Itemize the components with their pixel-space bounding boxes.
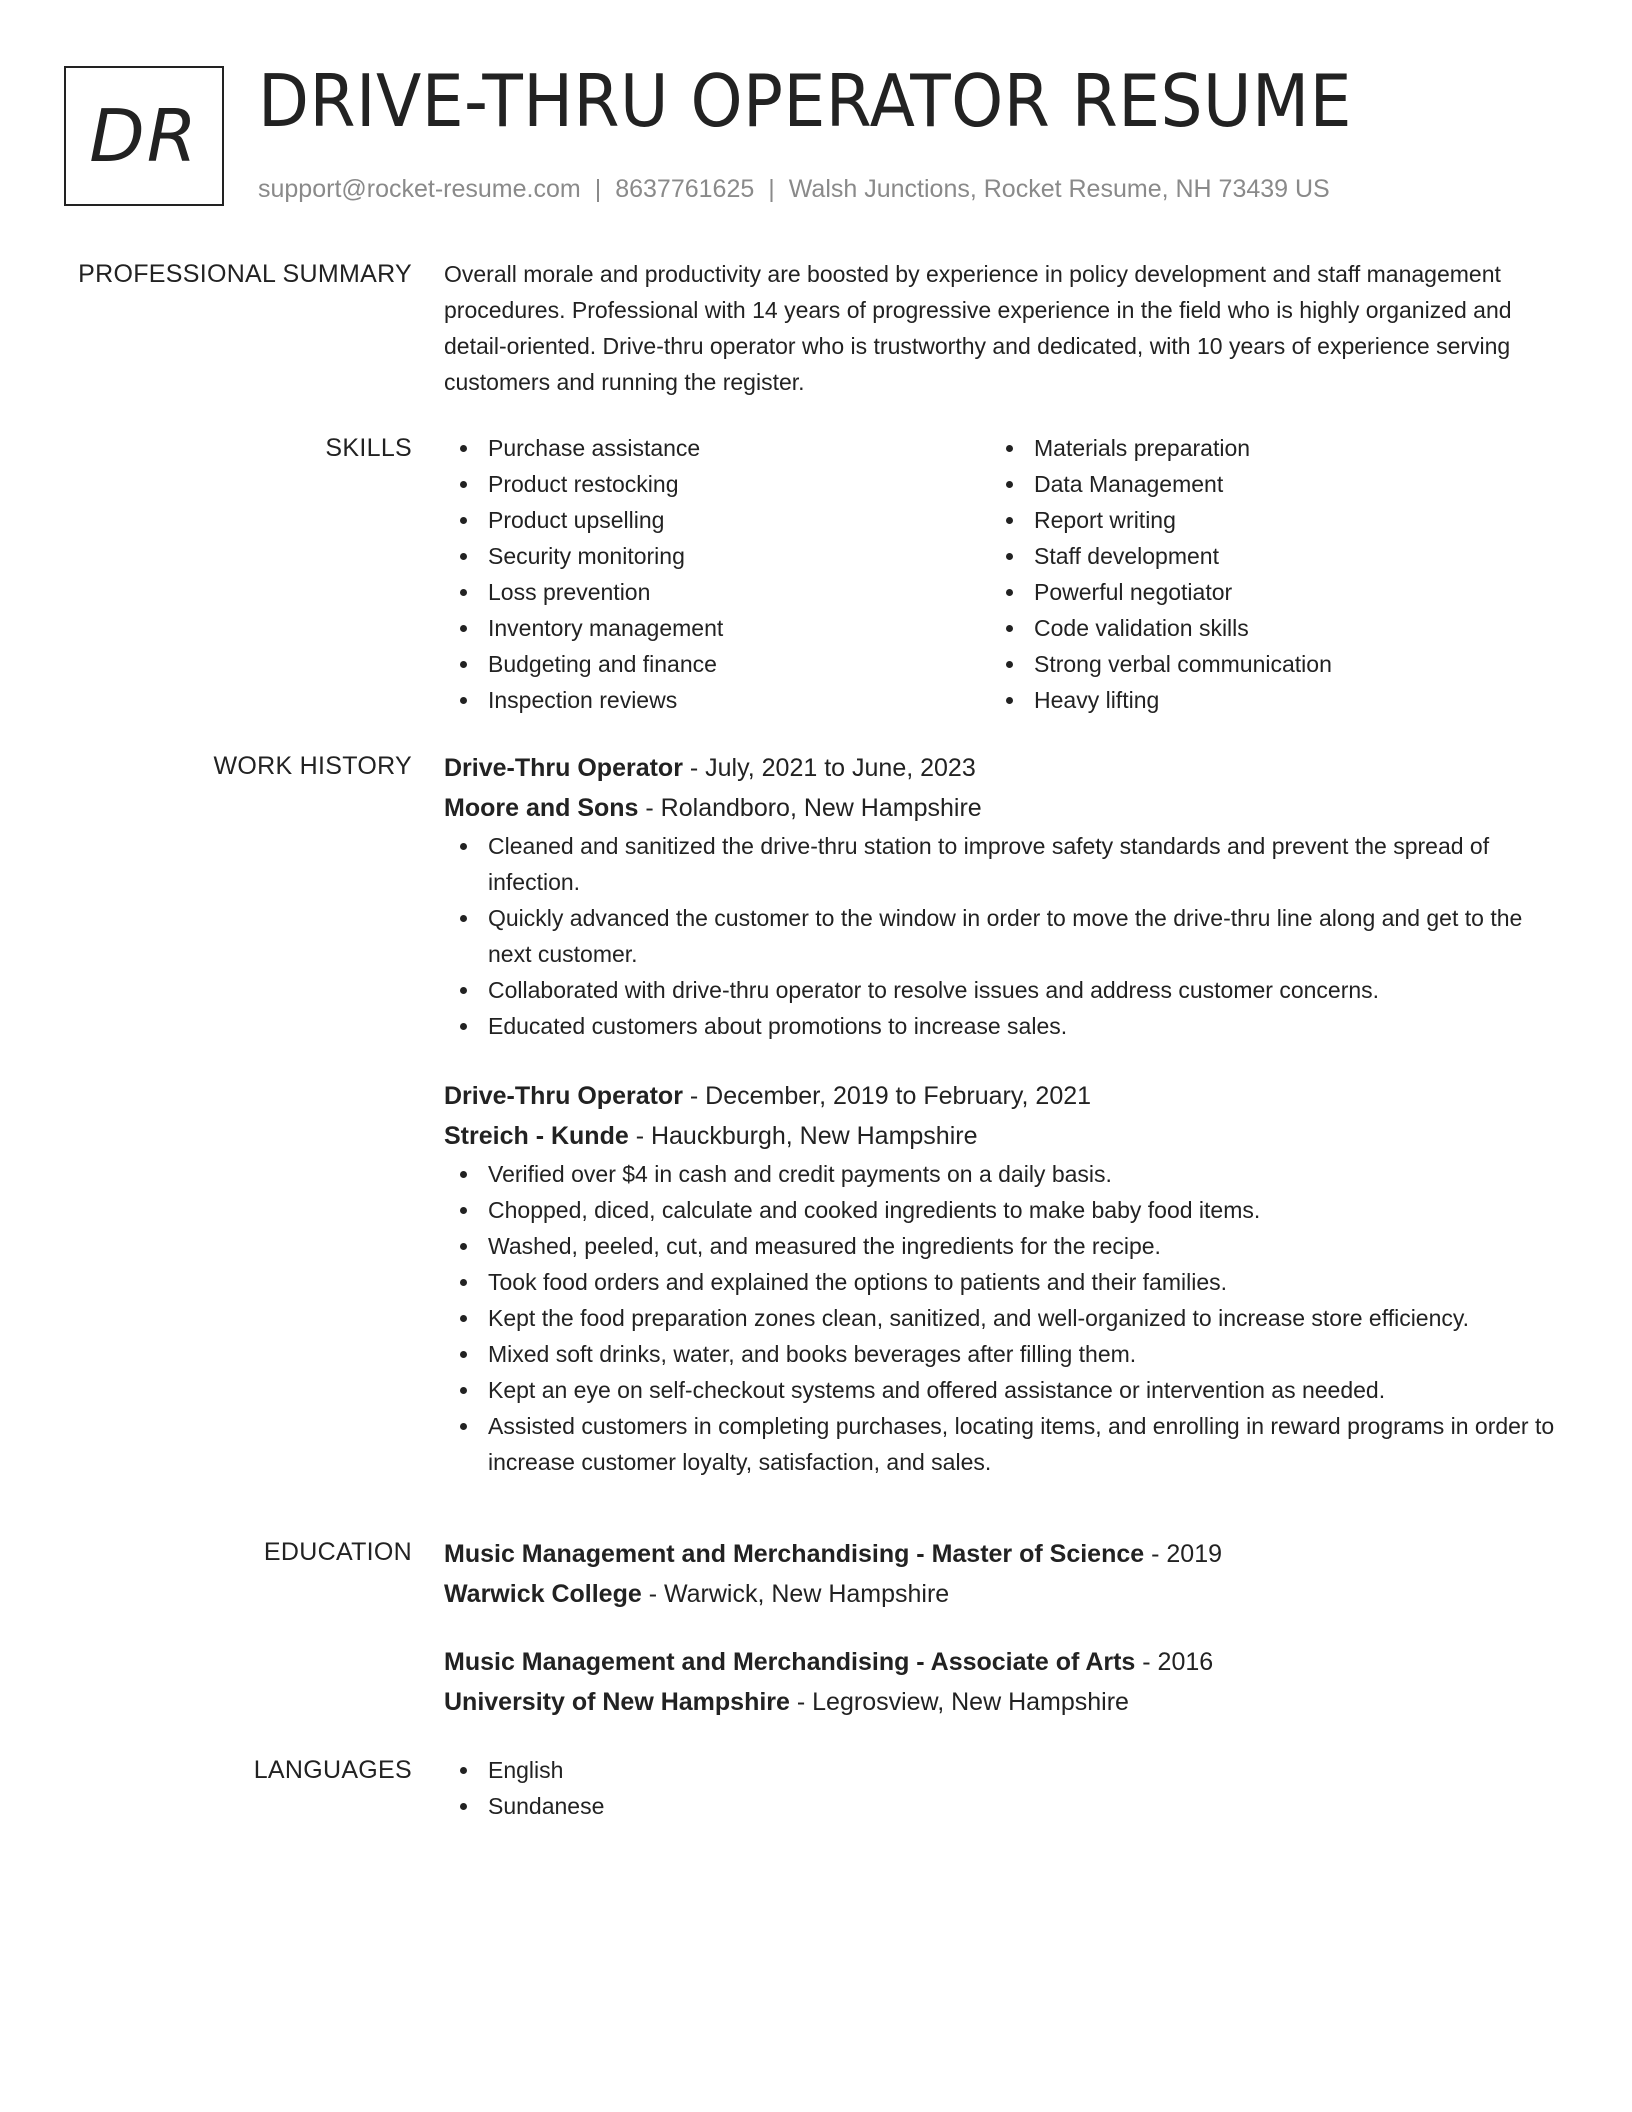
education-location: - Warwick, New Hampshire (641, 1580, 950, 1608)
skill-item: Heavy lifting (990, 682, 1536, 718)
education-school-line (444, 1682, 1559, 1722)
job-location: - Rolandboro, New Hampshire (638, 794, 982, 822)
job-duty: Kept the food preparation zones clean, sanitized, and well-organized to increase store efficiency. (444, 1300, 1559, 1336)
summary-body (444, 256, 1559, 400)
job-entry (444, 1076, 1559, 1480)
job-company-line (444, 1116, 1559, 1156)
skill-item: Inspection reviews (444, 682, 990, 718)
education-entry (444, 1642, 1559, 1722)
skill-item: Materials preparation (990, 430, 1536, 466)
job-duty: Mixed soft drinks, water, and books beverages after filling them. (444, 1336, 1559, 1372)
education-location: - Legrosview, New Hampshire (789, 1688, 1129, 1716)
skill-item: Strong verbal communication (990, 646, 1536, 682)
skill-item: Security monitoring (444, 538, 990, 574)
education-degree: Music Management and Merchandising - Master of Science (444, 1540, 1145, 1568)
education-body (444, 1534, 1559, 1722)
skills-list-left (444, 430, 990, 718)
contact-separator: | (768, 175, 775, 203)
work-history-label: WORK HISTORY (213, 752, 412, 780)
education-school: University of New Hampshire (444, 1688, 790, 1716)
skill-item: Report writing (990, 502, 1536, 538)
languages-body (444, 1752, 1559, 1824)
skill-item: Code validation skills (990, 610, 1536, 646)
education-degree: Music Management and Merchandising - Associate of Arts (444, 1648, 1136, 1676)
contact-address: Walsh Junctions, Rocket Resume, NH 73439 US (788, 175, 1330, 203)
languages-label: LANGUAGES (253, 1756, 412, 1784)
skills-body (444, 430, 1559, 718)
contact-line (258, 172, 1330, 206)
job-duty: Verified over $4 in cash and credit payments on a daily basis. (444, 1156, 1559, 1192)
skill-item: Budgeting and finance (444, 646, 990, 682)
job-duty: Collaborated with drive-thru operator to resolve issues and address customer concerns. (444, 972, 1559, 1008)
job-duties (444, 828, 1559, 1044)
job-title: Drive-Thru Operator (444, 754, 683, 782)
monogram-logo: DR (64, 66, 224, 206)
skill-item: Purchase assistance (444, 430, 990, 466)
education-year: - 2016 (1135, 1648, 1214, 1676)
skills-list-right (990, 430, 1536, 718)
education-year: - 2019 (1144, 1540, 1223, 1568)
education-degree-line (444, 1534, 1559, 1574)
job-company-line (444, 788, 1559, 828)
job-duty: Took food orders and explained the options to patients and their families. (444, 1264, 1559, 1300)
education-school-line (444, 1574, 1559, 1614)
job-dates: - December, 2019 to February, 2021 (682, 1082, 1092, 1110)
skill-item: Staff development (990, 538, 1536, 574)
job-dates: - July, 2021 to June, 2023 (682, 754, 976, 782)
skills-label: SKILLS (325, 434, 412, 462)
job-duty: Washed, peeled, cut, and measured the ingredients for the recipe. (444, 1228, 1559, 1264)
skill-item: Product restocking (444, 466, 990, 502)
summary-text: Overall morale and productivity are boosted by experience in policy development and staff management procedures. Professional with 14 years of progressive experience in the field who is highly organized and detail-oriented. Drive-thru operator who is trustworthy and dedicated, with 10 years of experience serving customers and running the register. (444, 261, 1512, 395)
skill-item: Inventory management (444, 610, 990, 646)
job-duty: Chopped, diced, calculate and cooked ingredients to make baby food items. (444, 1192, 1559, 1228)
job-entry (444, 748, 1559, 1044)
page-title: DRIVE-THRU OPERATOR RESUME (258, 59, 1352, 143)
job-duties (444, 1156, 1559, 1480)
language-item: Sundanese (444, 1788, 1559, 1824)
contact-phone: 8637761625 (615, 175, 755, 203)
education-label: EDUCATION (263, 1538, 412, 1566)
job-duty: Cleaned and sanitized the drive-thru station to improve safety standards and prevent the spread of infection. (444, 828, 1559, 900)
job-duty: Kept an eye on self-checkout systems and offered assistance or intervention as needed. (444, 1372, 1559, 1408)
education-school: Warwick College (444, 1580, 642, 1608)
work-history-body (444, 748, 1559, 1480)
education-degree-line (444, 1642, 1559, 1682)
languages-list (444, 1752, 1559, 1824)
job-company: Moore and Sons (444, 794, 639, 822)
job-duty: Educated customers about promotions to increase sales. (444, 1008, 1559, 1044)
job-company: Streich - Kunde (444, 1122, 629, 1150)
job-title: Drive-Thru Operator (444, 1082, 683, 1110)
skill-item: Data Management (990, 466, 1536, 502)
education-entry (444, 1534, 1559, 1614)
skill-item: Powerful negotiator (990, 574, 1536, 610)
summary-label: PROFESSIONAL SUMMARY (78, 260, 412, 288)
job-title-line (444, 748, 1559, 788)
job-title-line (444, 1076, 1559, 1116)
job-location: - Hauckburgh, New Hampshire (628, 1122, 978, 1150)
contact-email: support@rocket-resume.com (258, 175, 581, 203)
skill-item: Loss prevention (444, 574, 990, 610)
skill-item: Product upselling (444, 502, 990, 538)
job-duty: Quickly advanced the customer to the window in order to move the drive-thru line along and get to the next customer. (444, 900, 1559, 972)
contact-separator: | (594, 175, 602, 203)
job-duty: Assisted customers in completing purchases, locating items, and enrolling in reward programs in order to increase customer loyalty, satisfaction, and sales. (444, 1408, 1559, 1480)
language-item: English (444, 1752, 1559, 1788)
